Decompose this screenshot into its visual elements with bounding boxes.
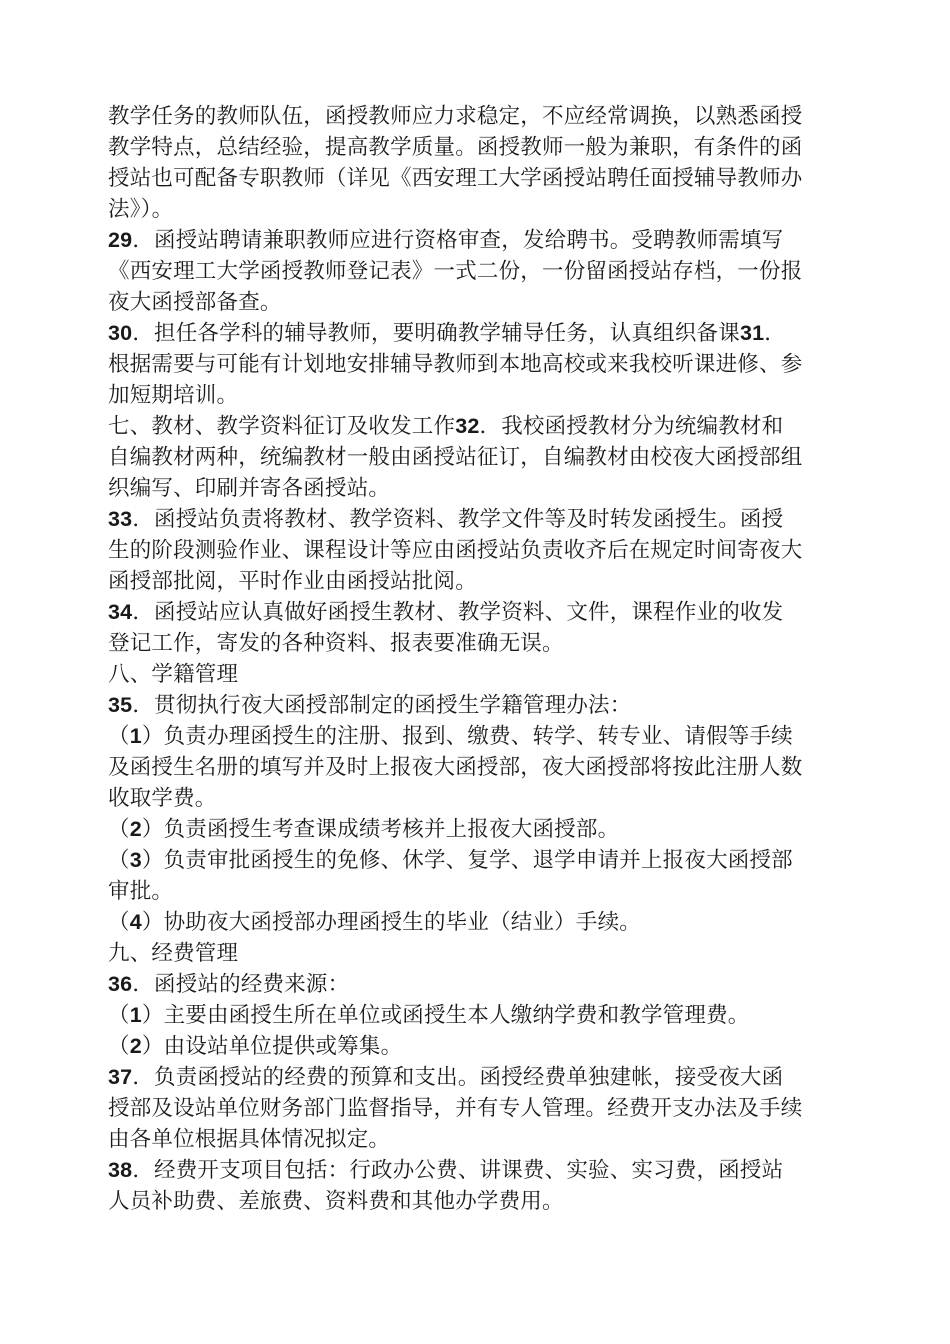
text-line [108, 1155, 860, 1186]
clause-number: 1 [129, 1003, 142, 1027]
clause-number: 30 [108, 321, 133, 345]
text-line [108, 473, 860, 504]
text-line [108, 504, 860, 535]
text-line [108, 380, 860, 411]
line-text: ．担任各学科的辅导教师，要明确教学辅导任务，认真组织备课 [132, 321, 740, 346]
line-text: ．我校函授教材分为统编教材和 [479, 414, 784, 439]
clause-number: 33 [108, 507, 133, 531]
line-text: （ [108, 910, 130, 935]
line-text: （ [108, 724, 130, 749]
line-text: 加短期培训。 [108, 383, 239, 408]
text-line [108, 566, 860, 597]
text-line [108, 194, 860, 225]
line-text: 八、学籍管理 [108, 662, 239, 687]
text-line [108, 535, 860, 566]
clause-number: 32 [455, 414, 480, 438]
text-line [108, 907, 860, 938]
text-line [108, 287, 860, 318]
line-text: 七、教材、教学资料征订及收发工作 [108, 414, 456, 439]
line-text: ． [764, 321, 786, 346]
line-text: （ [108, 1034, 130, 1059]
line-text: ．贯彻执行夜大函授部制定的函授生学籍管理办法： [132, 693, 632, 718]
line-text: 及函授生名册的填写并及时上报夜大函授部，夜大函授部将按此注册人数 [108, 755, 803, 780]
clause-number: 2 [129, 817, 142, 841]
line-text: ）由设站单位提供或筹集。 [141, 1034, 403, 1059]
text-line [108, 597, 860, 628]
text-line [108, 318, 860, 349]
line-text: 由各单位根据具体情况拟定。 [108, 1127, 391, 1152]
clause-number: 3 [129, 848, 142, 872]
document-body [108, 101, 860, 1217]
line-text: ．函授站聘请兼职教师应进行资格审查，发给聘书。受聘教师需填写 [132, 228, 784, 253]
line-text: 教学任务的教师队伍，函授教师应力求稳定，不应经常调换，以熟悉函授 [108, 104, 803, 129]
line-text: ）负责函授生考查课成绩考核并上报夜大函授部。 [141, 817, 620, 842]
line-text: 夜大函授部备查。 [108, 290, 282, 315]
line-text: 教学特点，总结经验，提高教学质量。函授教师一般为兼职，有条件的函 [108, 135, 803, 160]
clause-number: 35 [108, 693, 133, 717]
line-text: 自编教材两种，统编教材一般由函授站征订，自编教材由校夜大函授部组 [108, 445, 803, 470]
clause-number: 29 [108, 228, 133, 252]
line-text: ．函授站应认真做好函授生教材、教学资料、文件，课程作业的收发 [132, 600, 784, 625]
text-line [108, 1124, 860, 1155]
line-text: 九、经费管理 [108, 941, 239, 966]
text-line [108, 752, 860, 783]
text-line [108, 442, 860, 473]
clause-number: 37 [108, 1065, 133, 1089]
text-line [108, 101, 860, 132]
clause-number: 31 [739, 321, 765, 345]
line-text: 法》）。 [108, 197, 174, 222]
text-line [108, 814, 860, 845]
text-line [108, 411, 860, 442]
text-line [108, 628, 860, 659]
line-text: 授站也可配备专职教师（详见《西安理工大学函授站聘任面授辅导教师办 [108, 166, 803, 191]
clause-number: 2 [129, 1034, 142, 1058]
line-text: 登记工作，寄发的各种资料、报表要准确无误。 [108, 631, 564, 656]
line-text: ．函授站负责将教材、教学资料、教学文件等及时转发函授生。函授 [132, 507, 784, 532]
text-line [108, 1093, 860, 1124]
line-text: ）主要由函授生所在单位或函授生本人缴纳学费和教学管理费。 [141, 1003, 750, 1028]
text-line [108, 876, 860, 907]
clause-number: 1 [129, 724, 142, 748]
clause-number: 38 [108, 1158, 133, 1182]
text-line [108, 721, 860, 752]
text-line [108, 1186, 860, 1217]
text-line [108, 1062, 860, 1093]
line-text: （ [108, 1003, 130, 1028]
line-text: 织编写、印刷并寄各函授站。 [108, 476, 391, 501]
line-text: ．函授站的经费来源： [132, 972, 350, 997]
text-line [108, 690, 860, 721]
line-text: ）负责审批函授生的免修、休学、复学、退学申请并上报夜大函授部 [141, 848, 793, 873]
line-text: 人员补助费、差旅费、资料费和其他办学费用。 [108, 1189, 564, 1214]
line-text: （ [108, 848, 130, 873]
line-text: （ [108, 817, 130, 842]
text-line [108, 1000, 860, 1031]
text-line [108, 349, 860, 380]
text-line [108, 1031, 860, 1062]
text-line [108, 783, 860, 814]
text-line [108, 225, 860, 256]
text-line [108, 163, 860, 194]
line-text: 收取学费。 [108, 786, 217, 811]
clause-number: 36 [108, 972, 133, 996]
line-text: 函授部批阅，平时作业由函授站批阅。 [108, 569, 477, 594]
line-text: ）协助夜大函授部办理函授生的毕业（结业）手续。 [141, 910, 641, 935]
text-line [108, 132, 860, 163]
line-text: 《西安理工大学函授教师登记表》一式二份，一份留函授站存档，一份报 [108, 259, 803, 284]
clause-number: 34 [108, 600, 133, 624]
line-text: ．负责函授站的经费的预算和支出。函授经费单独建帐，接受夜大函 [132, 1065, 784, 1090]
text-line [108, 256, 860, 287]
text-line [108, 845, 860, 876]
line-text: ．经费开支项目包括：行政办公费、讲课费、实验、实习费，函授站 [132, 1158, 784, 1183]
text-line [108, 659, 860, 690]
text-line [108, 969, 860, 1000]
clause-number: 4 [129, 910, 142, 934]
line-text: 生的阶段测验作业、课程设计等应由函授站负责收齐后在规定时间寄夜大 [108, 538, 803, 563]
line-text: 根据需要与可能有计划地安排辅导教师到本地高校或来我校听课进修、参 [108, 352, 803, 377]
text-line [108, 938, 860, 969]
line-text: 授部及设站单位财务部门监督指导，并有专人管理。经费开支办法及手续 [108, 1096, 803, 1121]
line-text: 审批。 [108, 879, 174, 904]
line-text: ）负责办理函授生的注册、报到、缴费、转学、转专业、请假等手续 [141, 724, 793, 749]
